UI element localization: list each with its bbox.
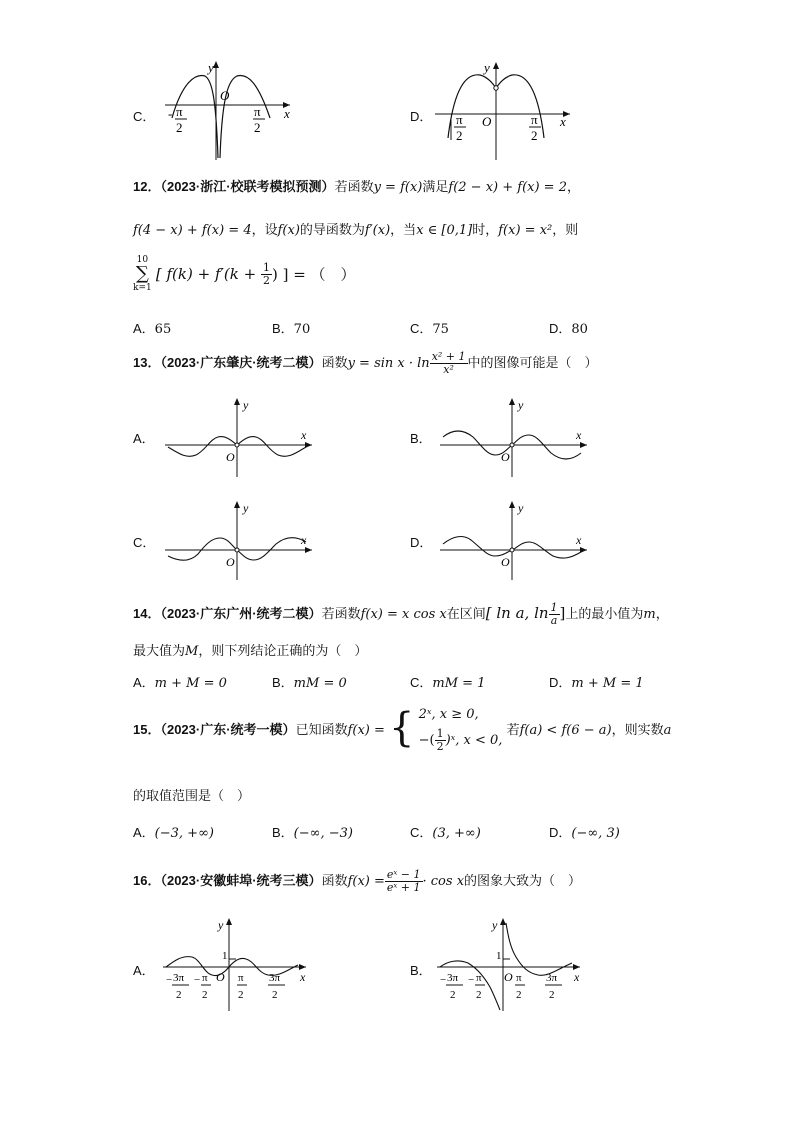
question-number: 16． [133, 873, 161, 888]
graph-q11-c [160, 58, 300, 164]
q12-option-b[interactable]: B．70 [272, 321, 311, 337]
q12-option-c[interactable]: C．75 [410, 321, 449, 337]
question-12-line2: f(4 − x) + f(x) = 4，设f(x)的导函数为f′(x)，当x ∈ [0,1]时，f(x) = x²，则 [133, 223, 579, 238]
tick-pos-3pi-two: 2 [272, 989, 278, 1001]
tick-pos-pi: π [254, 104, 261, 119]
tick-pos-3pi: 3π [269, 972, 281, 984]
question-number: 14． [133, 606, 161, 621]
x-axis-label: x [284, 106, 290, 121]
q15-option-b[interactable]: B．(−∞, −3) [272, 825, 353, 841]
tick-neg-sign: - [168, 106, 173, 121]
tick-one: 1 [496, 950, 502, 962]
y-axis-label: y [518, 501, 524, 515]
y-axis-label: y [492, 918, 498, 932]
origin-label: O [226, 450, 235, 464]
tick-pos-pi-two: 2 [516, 989, 522, 1001]
y-axis-label: y [208, 60, 214, 75]
question-number: 12． [133, 179, 161, 194]
q13-option-c[interactable]: C． [133, 535, 156, 550]
origin-label: O [226, 555, 235, 569]
q16-option-b[interactable]: B． [410, 963, 432, 978]
graph-q13-b [435, 395, 595, 479]
tick-pos-3pi-two: 2 [549, 989, 555, 1001]
tick-pos-pi-two: 2 [238, 989, 244, 1001]
question-12-line3: 10 ∑ k=1 [ f(k) + f′(k + $\frac{1}{2}$ ) ] = （ ） [133, 255, 356, 293]
tick-neg-pi-sign: − [194, 974, 201, 986]
y-axis-label: y [218, 918, 224, 932]
question-source: （2023·安徽蚌埠·统考三模） [160, 873, 322, 888]
option-c-label[interactable]: C． [133, 109, 156, 124]
question-source: （2023·广东广州·统考二模） [160, 606, 322, 621]
graph-q13-a [160, 395, 320, 479]
question-number: 13． [133, 355, 161, 370]
x-axis-label: x [576, 428, 582, 442]
y-axis-label: y [243, 398, 249, 412]
origin-label: O [501, 555, 510, 569]
question-source: （2023·浙江·校联考模拟预测） [160, 179, 335, 194]
origin-label: O [501, 450, 510, 464]
option-d-label[interactable]: D． [410, 109, 433, 124]
question-15-line1: 15．（2023·广东·统考一模）已知函数f(x) = { 2ˣ, x ≥ 0, −( $\frac{1}{2}$ )ˣ, x < 0, 若f(a) < f(6 − a)，则实数a [133, 705, 672, 753]
tick-pos-two: 2 [531, 128, 538, 143]
graph-q11-d [430, 58, 580, 164]
tick-neg-two: 2 [456, 128, 463, 143]
tick-neg-3pi-two: 2 [450, 989, 456, 1001]
q12-option-d[interactable]: D．80 [549, 321, 588, 337]
q12-option-a[interactable]: A．65 [133, 321, 172, 337]
question-source: （2023·广东·统考一模） [160, 721, 296, 737]
y-axis-label: y [484, 60, 490, 75]
x-axis-label: x [576, 533, 582, 547]
tick-neg-3pi-two: 2 [176, 989, 182, 1001]
tick-neg-3pi: 3π [173, 972, 185, 984]
tick-neg-pi: π [176, 104, 183, 119]
q15-option-c[interactable]: C．(3, +∞) [410, 825, 481, 841]
tick-neg-two: 2 [176, 120, 183, 135]
origin-label: O [216, 970, 225, 984]
origin-label: O [504, 970, 513, 984]
question-16-line1: 16．（2023·安徽蚌埠·统考三模）函数f(x) = $\frac{\text{eˣ − 1}}{\text{eˣ + 1}}$ · cos x的图象大致为（ ） [133, 868, 582, 894]
question-number: 15． [133, 721, 161, 737]
question-15-line2: 的取值范围是（ ） [133, 789, 251, 804]
tick-pos-3pi: 3π [546, 972, 558, 984]
x-axis-label: x [300, 970, 306, 984]
graph-q16-a [158, 915, 318, 1015]
origin-label: O [220, 88, 230, 103]
tick-pos-pi: π [238, 972, 244, 984]
x-axis-label: x [574, 970, 580, 984]
y-axis-label: y [518, 398, 524, 412]
q15-option-d[interactable]: D．(−∞, 3) [549, 825, 620, 841]
tick-one: 1 [222, 950, 228, 962]
x-axis-label: x [301, 428, 307, 442]
q13-option-a[interactable]: A． [133, 431, 155, 446]
tick-neg-pi: π [456, 112, 463, 127]
question-14-line1: 14．（2023·广东广州·统考二模）若函数f(x) = x cos x在区间[ ln a, ln $\frac{1}{a}$ ]上的最小值为m， [133, 601, 669, 627]
tick-neg-pi: π [476, 972, 482, 984]
question-13-line1: 13．（2023·广东肇庆·统考二模）函数y = sin x · ln $\frac{\text{x² + 1}}{\text{x²}}$ 中的图像可能是（ ） [133, 350, 598, 376]
tick-neg-pi-sign: − [468, 974, 475, 986]
graph-q13-d [435, 498, 595, 582]
q14-option-a[interactable]: A．m + M = 0 [133, 675, 227, 691]
q13-option-b[interactable]: B． [410, 431, 432, 446]
question-source: （2023·广东肇庆·统考二模） [160, 355, 322, 370]
q13-option-d[interactable]: D． [410, 535, 433, 550]
tick-pos-two: 2 [254, 120, 261, 135]
tick-neg-3pi-sign: − [440, 974, 447, 986]
tick-pos-pi: π [516, 972, 522, 984]
graph-q13-c [160, 498, 320, 582]
y-axis-label: y [243, 501, 249, 515]
q14-option-c[interactable]: C．mM = 1 [410, 675, 486, 691]
tick-neg-pi-two: 2 [202, 989, 208, 1001]
q14-option-b[interactable]: B．mM = 0 [272, 675, 347, 691]
tick-pos-pi: π [531, 112, 538, 127]
tick-neg-pi-two: 2 [476, 989, 482, 1001]
question-12-line1: 12．（2023·浙江·校联考模拟预测）若函数y = f(x)满足f(2 − x) + f(x) = 2， [133, 179, 580, 195]
tick-neg-pi: π [202, 972, 208, 984]
x-axis-label: x [301, 533, 307, 547]
x-axis-label: x [560, 114, 566, 129]
tick-neg-3pi-sign: − [166, 974, 173, 986]
q14-option-d[interactable]: D．m + M = 1 [549, 675, 644, 691]
q15-option-a[interactable]: A．(−3, +∞) [133, 825, 214, 841]
q16-option-a[interactable]: A． [133, 963, 155, 978]
graph-q16-b [432, 915, 592, 1015]
origin-label: O [482, 114, 492, 129]
tick-neg-3pi: 3π [447, 972, 459, 984]
question-14-line2: 最大值为M，则下列结论正确的为（ ） [133, 644, 368, 659]
